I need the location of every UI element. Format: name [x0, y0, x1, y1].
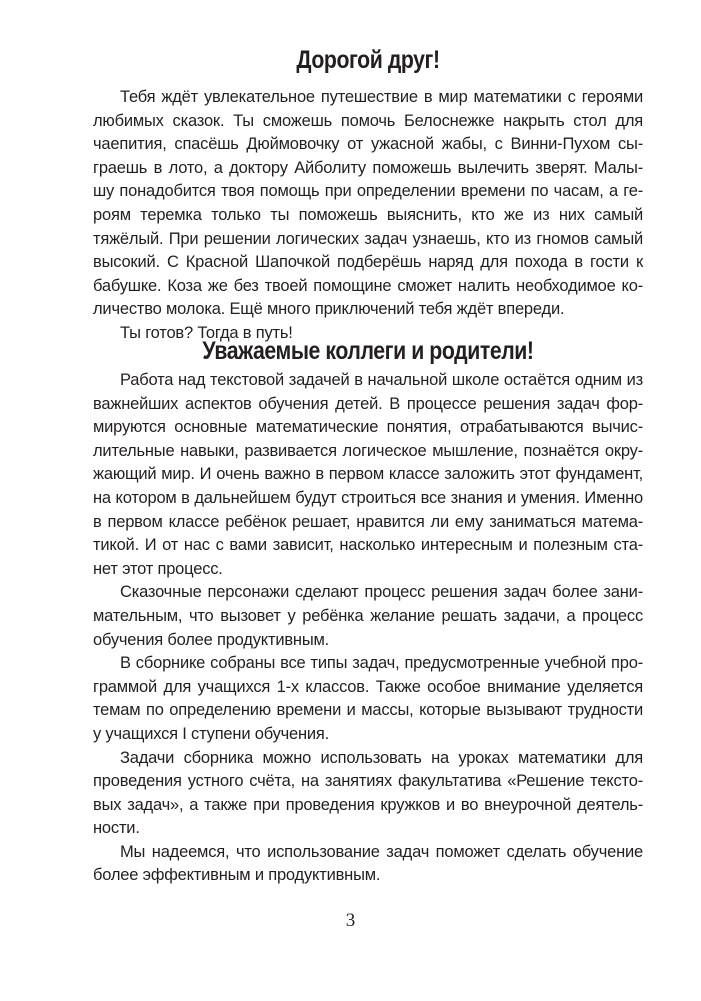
paragraph [93, 369, 643, 581]
text-line: мируются основные математические понятия, отрабатываются вычис- [93, 418, 643, 437]
text-line: граммой для учащихся 1-х классов. Также особое внимание уделяется [93, 677, 643, 696]
text-line: тяжёлый. При решении логических задач узнаешь, кто из гномов самый [93, 229, 643, 248]
page-number: 3 [345, 910, 356, 931]
text-line: В сборнике собраны все типы задач, предусмотренные учебной про- [120, 654, 643, 673]
text-line: граешь в лото, а доктору Айболиту поможешь вылечить зверят. Малы- [93, 158, 643, 177]
text-line: в первом классе ребёнок решает, нравится ли ему заниматься матема- [93, 512, 643, 531]
text-line: мательным, что вызовет у ребёнка желание решать задачи, а процесс [93, 606, 643, 625]
text-line: лительные навыки, развивается логическое мышление, познаётся окру- [93, 441, 643, 460]
paragraph [93, 652, 643, 746]
text-line: нет этот процесс. [93, 559, 223, 578]
paragraph [93, 86, 643, 322]
text-line: Работа над текстовой задачей в начальной школе остаётся одним из [120, 371, 643, 389]
paragraph [93, 841, 643, 888]
text-line: у учащихся I ступени обучения. [93, 724, 330, 743]
text-line: проведения устного счёта, на занятиях факультатива «Решение тексто- [93, 772, 643, 791]
heading-dear-friend: Дорогой друг! [296, 46, 440, 74]
text-line: вых задач», а также при проведения кружков и во внеурочной деятель- [93, 795, 643, 814]
text-line: личество молока. Ещё много приключений тебя ждёт впереди. [93, 300, 565, 319]
text-line: чаепития, спасёшь Дюймовочку от ужасной жабы, с Винни-Пухом сы- [93, 135, 643, 154]
text-line: Тебя ждёт увлекательное путешествие в мир математики с героями [120, 88, 643, 106]
paragraph [93, 747, 643, 841]
text-line: бабушке. Коза же без твоей помощине сможет налить необходимое ко- [93, 276, 643, 295]
text-line: Сказочные персонажи сделают процесс решения задач более зани- [120, 583, 643, 602]
text-line: роям теремка только ты поможешь выяснить, кто же из них самый [93, 205, 643, 224]
text-line: на котором в дальнейшем будут строиться все знания и умения. Именно [93, 488, 643, 507]
text-line: важнейших аспектов обучения детей. В процессе решения задач фор- [93, 394, 643, 413]
text-line: темам по определению времени и массы, которые вызывают трудности [93, 701, 643, 720]
text-line: жающий мир. И очень важно в первом классе заложить этот фундамент, [93, 465, 643, 484]
text-line: более эффективным и продуктивным. [93, 866, 381, 885]
text-line: шу понадобится твоя помощь при определении времени по часам, а ге- [93, 182, 643, 201]
heading-colleagues-parents: Уважаемые коллеги и родители! [202, 337, 534, 365]
section-colleagues-parents [93, 369, 643, 888]
text-line: любимых сказок. Ты сможешь помочь Белоснежке накрыть стол для [93, 111, 643, 130]
section-dear-friend [93, 86, 643, 346]
text-line: Мы надеемся, что использование задач поможет сделать обучение [120, 842, 643, 861]
text-line: ности. [93, 819, 140, 838]
text-line: высокий. С Красной Шапочкой подберёшь наряд для похода в гости к [93, 253, 643, 272]
text-line: Задачи сборника можно использовать на уроках математики для [120, 748, 643, 767]
paragraph [93, 581, 643, 652]
text-line: Ты готов? Тогда в путь! [120, 323, 293, 342]
text-line: обучения более продуктивным. [93, 630, 330, 649]
text-line: тикой. И от нас с вами зависит, насколько интересным и полезным ста- [93, 536, 643, 555]
